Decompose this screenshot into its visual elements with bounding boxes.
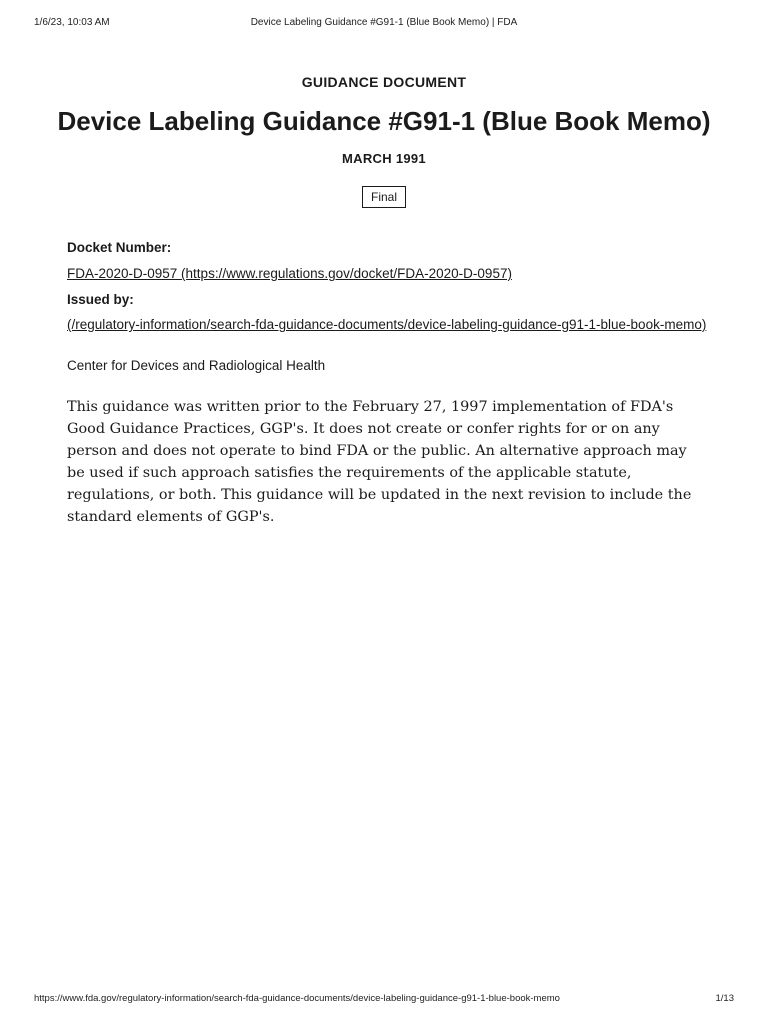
issued-by-row	[67, 315, 707, 335]
docket-number-row	[67, 264, 707, 284]
guidance-body-paragraph: This guidance was written prior to the February 27, 1997 implementation of FDA's Good Guidance Practices, GGP's. It does not create or confer rights for or on any person and does not operate to bind FDA or the public. An alternative approach may be used if such approach satisfies the requirements of the applicable statute, regulations, or both. This guidance will be updated in the next revision to include the standard elements of GGP's.	[67, 399, 692, 525]
document-title: Device Labeling Guidance #G91-1 (Blue Book Memo)	[57, 106, 711, 136]
docket-number-label: Docket Number:	[67, 240, 172, 255]
status-container	[0, 186, 768, 208]
document-date: MARCH 1991	[342, 151, 426, 166]
status-badge: Final	[362, 186, 406, 208]
issued-by-label: Issued by:	[67, 292, 134, 307]
document-type-label: GUIDANCE DOCUMENT	[301, 74, 467, 90]
print-header	[34, 17, 734, 31]
print-page-title: Device Labeling Guidance #G91-1 (Blue Book Memo) | FDA	[250, 17, 518, 28]
page-number: 1/13	[715, 993, 734, 1004]
docket-number-link[interactable]: FDA-2020-D-0957 (https://www.regulations.gov/docket/FDA-2020-D-0957)	[67, 266, 512, 281]
issued-by-link[interactable]: (/regulatory-information/search-fda-guidance-documents/device-labeling-guidance-g91-1-blue-book-memo)	[67, 317, 707, 332]
print-url: https://www.fda.gov/regulatory-information/search-fda-guidance-documents/device-labeling-guidance-g91-1-blue-book-memo	[34, 993, 560, 1004]
print-date: 1/6/23, 10:03 AM	[34, 17, 110, 28]
print-footer	[34, 993, 734, 1007]
issuing-center: Center for Devices and Radiological Health	[67, 358, 326, 373]
